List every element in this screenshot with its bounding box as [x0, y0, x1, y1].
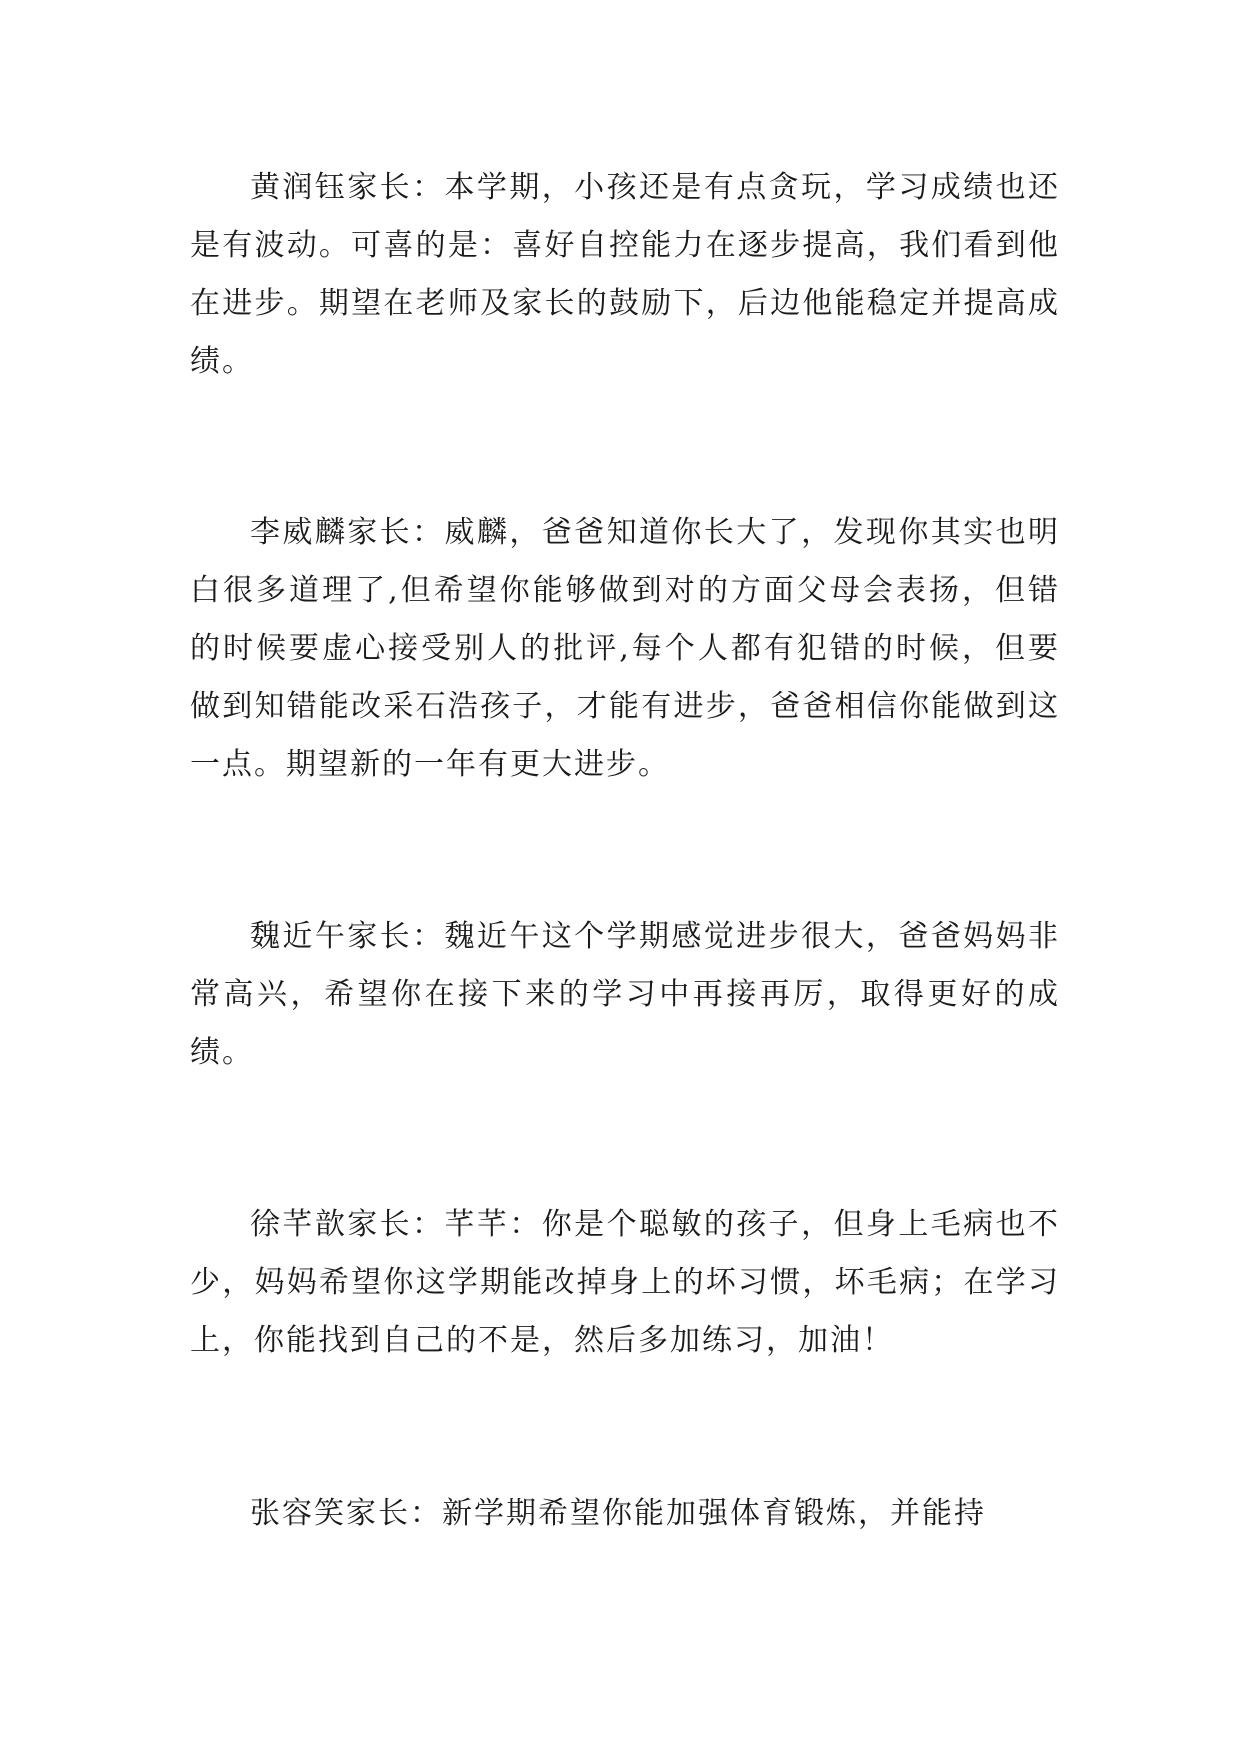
paragraph-parent-comment-zhang: 张容笑家长：新学期希望你能加强体育锻炼，并能持 — [250, 1496, 986, 1531]
paragraph-parent-comment-huang: 黄润钰家长：本学期，小孩还是有点贪玩，学习成绩也还是有波动。可喜的是：喜好自控能力在逐步提高，我们看到他在进步。期望在老师及家长的鼓励下，后边他能稳定并提高成绩。 — [190, 170, 1060, 379]
paragraph-parent-comment-xu: 徐芊歆家长：芊芊：你是个聪敏的孩子，但身上毛病也不少，妈妈希望你这学期能改掉身上的坏习惯，坏毛病；在学习上，你能找到自己的不是，然后多加练习，加油！ — [190, 1207, 1060, 1358]
paragraph-parent-comment-wei: 魏近午家长：魏近午这个学期感觉进步很大，爸爸妈妈非常高兴，希望你在接下来的学习中再接再厉，取得更好的成绩。 — [190, 919, 1060, 1070]
paragraph-parent-comment-li: 李威麟家长：威麟，爸爸知道你长大了，发现你其实也明白很多道理了,但希望你能够做到对的方面父母会表扬，但错的时候要虚心接受别人的批评,每个人都有犯错的时候，但要做到知错能改采石浩孩子，才能有进步，爸爸相信你能做到这一点。期望新的一年有更大进步。 — [190, 515, 1060, 782]
